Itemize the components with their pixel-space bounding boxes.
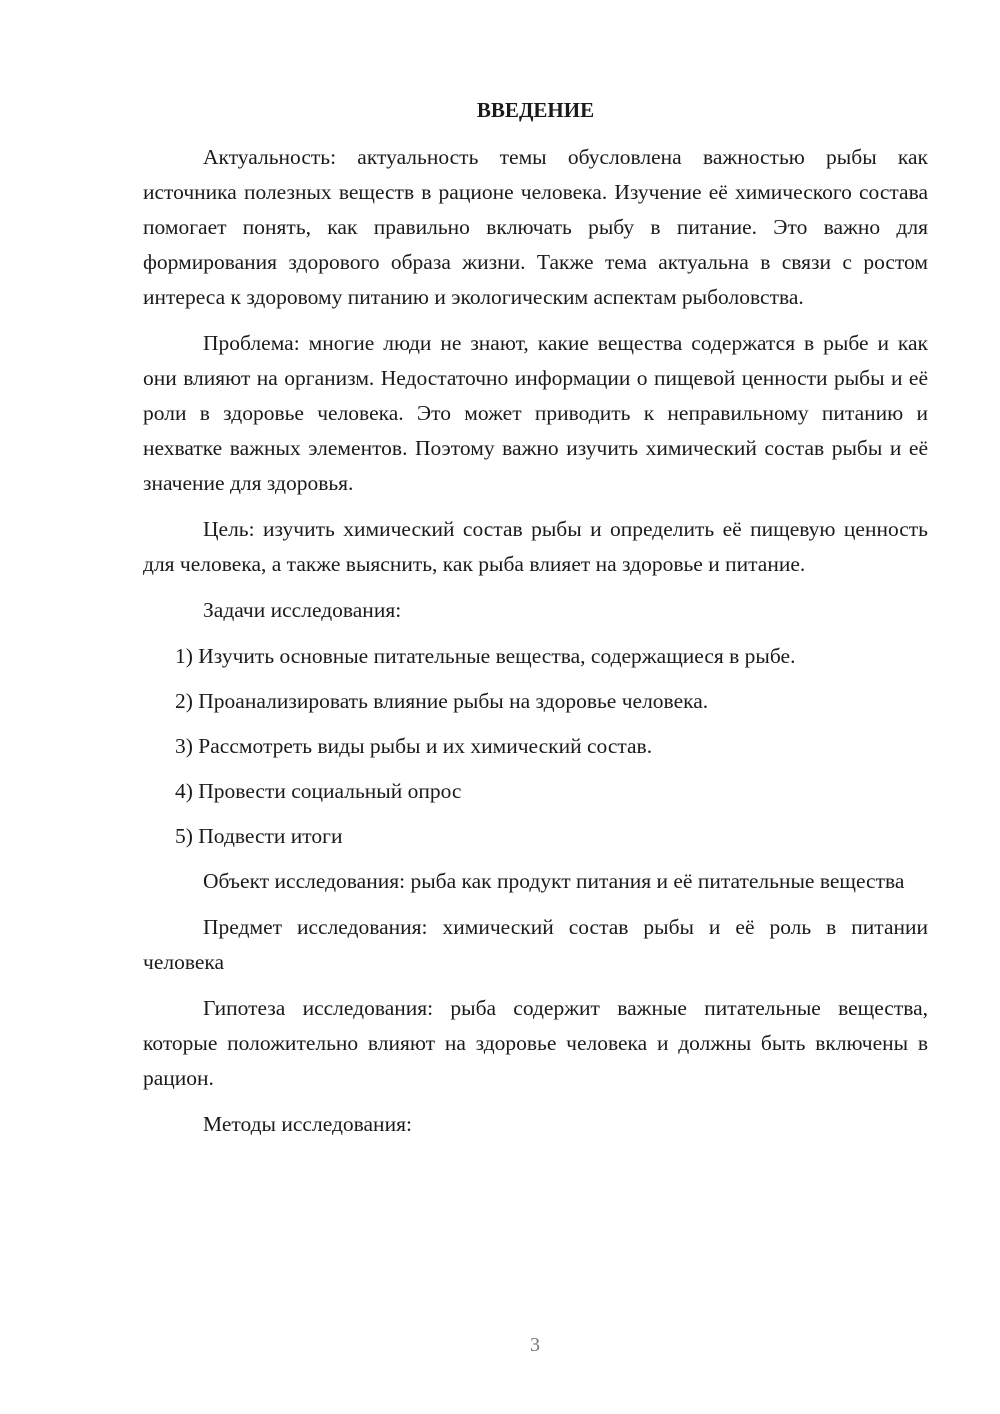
task-item: 1) Изучить основные питательные вещества, содержащиеся в рыбе.: [175, 644, 796, 668]
task-item: 4) Провести социальный опрос: [175, 779, 462, 803]
methods-heading: Методы исследования:: [203, 1112, 412, 1136]
task-item: 5) Подвести итоги: [175, 824, 343, 848]
task-item: 2) Проанализировать влияние рыбы на здоровье человека.: [175, 689, 709, 713]
page-title: ВВЕДЕНИЕ: [476, 98, 595, 122]
page-number: 3: [530, 1334, 540, 1356]
goal-paragraph: Цель: изучить химический состав рыбы и определить её пищевую ценность для человека, а также выяснить, как рыба влияет на здоровье и питание.: [143, 517, 928, 576]
page-content: [143, 94, 928, 1142]
problem-paragraph: Проблема: многие люди не знают, какие вещества содержатся в рыбе и как они влияют на организм. Недостаточно информации о пищевой ценности рыбы и её роли в здоровье человека. Это может приводить к неправильному питанию и нехватке важных элементов. Поэтому важно изучить химический состав рыбы и её значение для здоровья.: [143, 331, 928, 495]
tasks-heading: Задачи исследования:: [203, 598, 402, 622]
task-item: 3) Рассмотреть виды рыбы и их химический состав.: [175, 734, 653, 758]
hypothesis-paragraph: Гипотеза исследования: рыба содержит важные питательные вещества, которые положительно влияют на здоровье человека и должны быть включены в рацион.: [143, 996, 928, 1090]
subject-paragraph: Предмет исследования: химический состав рыбы и её роль в питании человека: [143, 915, 928, 974]
object-paragraph: Объект исследования: рыба как продукт питания и её питательные вещества: [203, 869, 905, 893]
relevance-paragraph: Актуальность: актуальность темы обусловлена важностью рыбы как источника полезных веществ в рационе человека. Изучение её химического состава помогает понять, как правильно включать рыбу в питание. Это важно для формирования здорового образа жизни. Также тема актуальна в связи с ростом интереса к здоровому питанию и экологическим аспектам рыболовства.: [143, 145, 928, 309]
